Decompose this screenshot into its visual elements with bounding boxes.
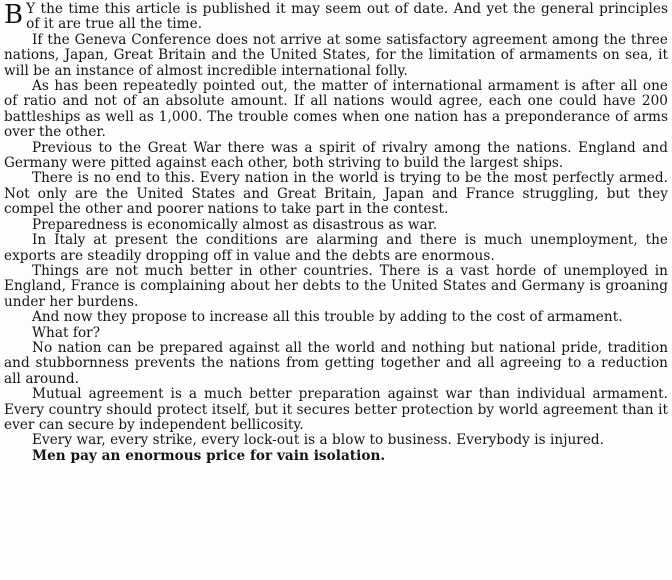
paragraph-10: What for?	[32, 324, 101, 341]
drop-cap: B	[4, 0, 24, 30]
paragraph-1: B Y the time this article is published it may seem out of date. And yet the general principles of it are true all the time.	[4, 0, 668, 33]
article-body	[4, 2, 668, 464]
paragraph-8: Things are not much better in other countries. There is a vast horde of unemployed in England, France is complaining about her debts to the United States and Germany is groaning under her burdens.	[4, 262, 668, 310]
paragraph-6: Preparedness is economically almost as disastrous as war.	[32, 216, 438, 233]
paragraph-5: There is no end to this. Every nation in the world is trying to be the most perfectly armed. Not only are the United States and Great Britain, Japan and France struggling, but they compel the other and poorer nations to take part in the contest.	[4, 170, 668, 218]
paragraph-2: If the Geneva Conference does not arrive at some satisfactory agreement among the three nations, Japan, Great Britain and the United States, for the limitation of armaments on sea, it will be an instance of almost incredible international folly.	[4, 31, 668, 79]
paragraph-9: And now they propose to increase all this trouble by adding to the cost of armament.	[32, 309, 623, 326]
paragraph-11: No nation can be prepared against all the world and nothing but national pride, tradition and stubbornness prevents the nations from getting together and all agreeing to a reduction all around.	[4, 339, 668, 387]
paragraph-7: In Italy at present the conditions are alarming and there is much unemployment, the exports are steadily dropping off in value and the debts are enormous.	[4, 232, 668, 264]
paragraph-12: Mutual agreement is a much better preparation against war than individual armament. Every country should protect itself, but it secures better protection by world agreement than it ever can secure by independent bellicosity.	[4, 386, 668, 433]
paragraph-4: Previous to the Great War there was a spirit of rivalry among the nations. England and Germany were pitted against each other, both striving to build the largest ships.	[4, 139, 668, 172]
paragraph-14: Men pay an enormous price for vain isolation.	[32, 447, 386, 464]
paragraph-13: Every war, every strike, every lock-out is a blow to business. Everybody is injured.	[32, 432, 605, 449]
paragraph-3: As has been repeatedly pointed out, the matter of international armament is after all one of ratio and not of an absolute amount. If all nations would agree, each one could have 200 battleships as well as 1,000. The trouble comes when one nation has a preponderance of arms over the other.	[4, 78, 668, 141]
